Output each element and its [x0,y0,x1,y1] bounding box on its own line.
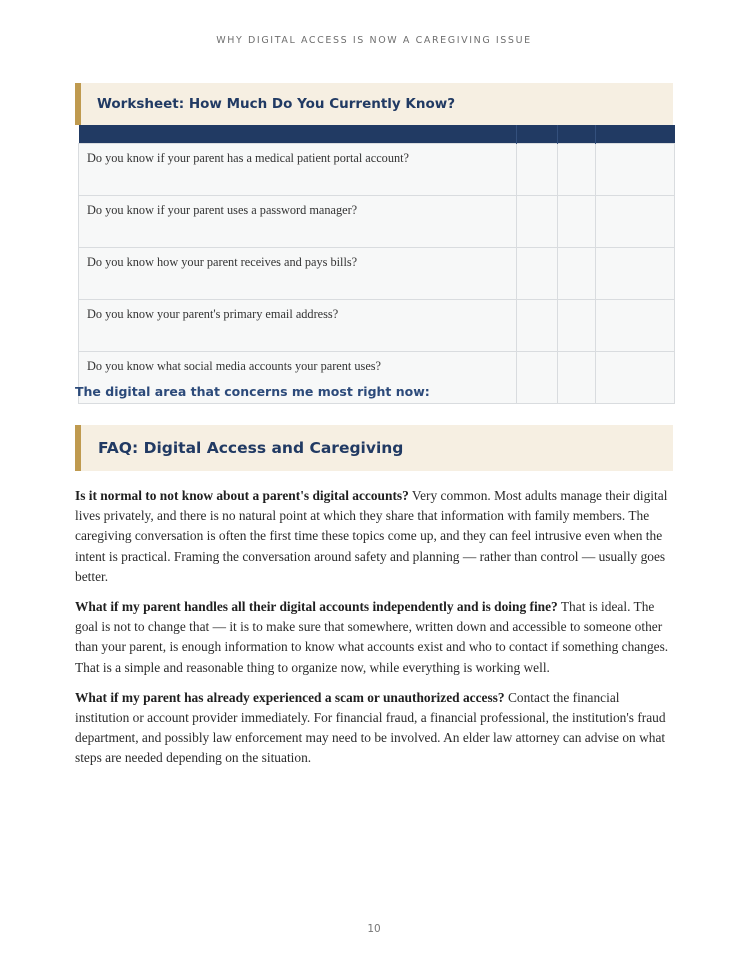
faq-item [75,486,671,587]
answer-cell[interactable] [517,144,558,196]
faq-body [75,486,671,779]
faq-answer: Contact the financial institution or account provider immediately. For financial fraud, a financial professional, the institution's fraud department, and possibly law enforcement may need to be involved. An elder law attorney can advise on what steps are needed depending on the situation. [75,689,666,766]
table-row [79,144,675,196]
worksheet-header-row [79,125,675,144]
question-cell: Do you know if your parent has a medical patient portal account? [79,144,517,196]
table-row [79,196,675,248]
answer-cell[interactable] [558,144,596,196]
faq-answer: Very common. Most adults manage their digital lives privately, and there is no natural point at which they share that information with family members. The caregiving conversation is often the first time these topics come up, and they can feel intrusive even when the intent is practical. Framing the conversation around safety and planning — rather than control — usually goes better. [75,488,668,584]
answer-cell[interactable] [558,196,596,248]
faq-item [75,688,671,769]
notes-cell[interactable] [596,248,675,300]
concern-prompt: The digital area that concerns me most right now: [75,384,430,399]
notes-cell[interactable] [596,352,675,404]
question-cell: Do you know your parent's primary email address? [79,300,517,352]
question-cell: Do you know if your parent uses a password manager? [79,196,517,248]
table-row [79,248,675,300]
faq-title: FAQ: Digital Access and Caregiving [75,425,673,471]
notes-cell[interactable] [596,300,675,352]
answer-cell[interactable] [558,352,596,404]
answer-cell[interactable] [558,300,596,352]
question-cell: Do you know what social media accounts your parent uses? [79,352,517,404]
header-cell [596,125,675,144]
header-cell [517,125,558,144]
answer-cell[interactable] [558,248,596,300]
faq-question: Is it normal to not know about a parent's digital accounts? [75,488,409,503]
header-cell [79,125,517,144]
running-head: WHY DIGITAL ACCESS IS NOW A CAREGIVING ISSUE [216,35,532,46]
faq-answer: That is ideal. The goal is not to change that — it is to make sure that somewhere, written down and accessible to someone other than your parent, is enough information to know what accounts exist and who to contact if something changes. That is a simple and reasonable thing to organize now, while everything is working well. [75,599,669,675]
worksheet-title: Worksheet: How Much Do You Currently Know? [75,83,673,125]
header-cell [558,125,596,144]
answer-cell[interactable] [517,300,558,352]
table-row [79,300,675,352]
worksheet-table [78,125,675,404]
faq-question: What if my parent handles all their digital accounts independently and is doing fine? [75,599,558,615]
answer-cell[interactable] [517,248,558,300]
answer-cell[interactable] [517,196,558,248]
faq-item [75,597,671,678]
notes-cell[interactable] [596,196,675,248]
question-cell: Do you know how your parent receives and pays bills? [79,248,517,300]
answer-cell[interactable] [517,352,558,404]
notes-cell[interactable] [596,144,675,196]
page-number: 10 [367,923,381,935]
faq-question: What if my parent has already experienced a scam or unauthorized access? [75,689,505,705]
